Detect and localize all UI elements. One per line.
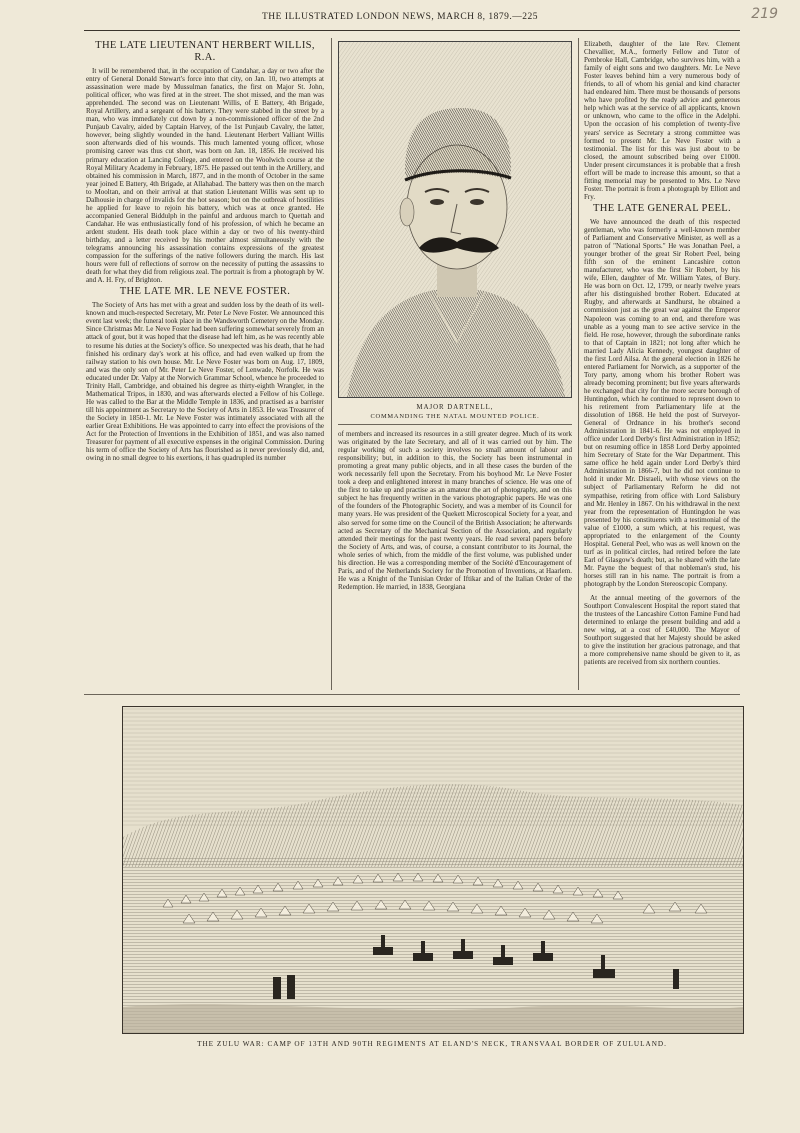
left-column — [86, 40, 324, 686]
portrait-caption-name: MAJOR DARTNELL, — [416, 404, 494, 411]
header-rule — [84, 30, 740, 31]
foster-heading: THE LATE MR. LE NEVE FOSTER. — [119, 286, 291, 298]
southport-body: At the annual meeting of the governors of the Southport Convalescent Hospital the report stated that the trustees of the Lancashire Cotton Famine Fund had determined to enlarge the present building and add a new wing, at a cost of £40,000. The Mayor of Southport suggested that her Majesty should be asked to give the institution her gracious patronage, and that a more comprehensive name should be given to it, as patients are received from six northern counties. — [584, 594, 740, 667]
engraving-caption: THE ZULU WAR: CAMP OF 13TH AND 90TH REGIMENTS AT ELAND'S NECK, TRANSVAAL BORDER OF ZULULAND. — [197, 1040, 667, 1048]
foster-body-col3: Elizabeth, daughter of the late Rev. Clement Chevallier, M.A., formerly Fellow and Tutor of Pembroke Hall, Cambridge, who survives him, with a family of eight sons and two daughters. Mr. Le Neve Foster leaves behind him a very numerous body of friends, to all of whom his genial and kind character had endeared him. There must be thousands of persons who have profited by the ready advice and generous help which was at the service of all applicants, known or unknown, who came to the office in the Adelphi. Upon the occasion of his completion of twenty-five years' service as Secretary a strong committee was formed to present Mr. Le Neve Foster with a testimonial. The list for this was just about to be closed, the amount subscribed being over £1000. Under present circumstances it is probable that a fresh effort will be made to increase this amount, so that a fitting memorial may be presented to Mrs. Le Neve Foster. The portrait is from a photograph by Elliott and Fry. — [584, 40, 740, 201]
right-column — [584, 40, 740, 686]
handwritten-page-number: 219 — [751, 6, 778, 22]
engraving-top-rule — [84, 694, 740, 695]
willis-body: It will be remembered that, in the occupation of Candahar, a day or two after the entry of General Donald Stewart's force into that city, on Jan. 10, two attempts at assassination were made by Mussulman fanatics, the first on Major St. John, political officer, who was fired at in the street. The shot missed, and the man was apprehended. The second was on Lieutenant Willis, of E Battery, 4th Brigade, Royal Artillery, and a sergeant of his battery. They were stabbed in the street by a man, who was immediately cut down by a non-commissioned officer of the 2nd Punjaub Cavalry, aided by Captain Harvey, of the 1st Punjaub Cavalry, the latter, however, being slightly wounded in the hand. Lieutenant Herbert Valliant Willis soon afterwards died of his wounds. This much lamented young officer, whose promising career was thus cut short, was born on Jan. 18, 1856. He received his primary education at Lancing College, and entered on the Woolwich course at the Royal Military Academy in February, 1875. He passed out tenth in the Artillery, and obtained his commission in March, 1877, and in the month of October in the same year joined E Battery, 4th Brigade, at Allahabad. The battery was then on the march to Mooltan, and on their arrival at that station Lieutenant Willis was sent up to Dalhousie in charge of invalids for the hot season; but on the outbreak of hostilities he applied for leave to rejoin his battery, which was at once granted. He accompanied General Biddulph in the painful and arduous march to Quettah and Candahar. He was enthusiastically fond of his profession, of which he became an ardent student. His death took place within a day or two of his twenty-third birthday, and a letter received by his mother almost simultaneously with the telegrams announcing his assassination contains expressions of the greatest compassion for the sufferings of the native followers during the march. His last hours were full of reflections of sorrow on the necessity of putting the assassins to death for what they did from religious zeal. The portrait is from a photograph by W. and A. H. Fry, of Brighton. — [86, 67, 324, 285]
portrait-engraving — [338, 41, 572, 398]
willis-heading: THE LATE LIEUTENANT HERBERT WILLIS, R.A. — [95, 40, 315, 63]
portrait-bottom-rule — [338, 424, 572, 425]
portrait-caption-role: COMMANDING THE NATAL MOUNTED POLICE. — [370, 413, 540, 420]
running-head: THE ILLUSTRATED LONDON NEWS, MARCH 8, 1879.—225 — [261, 12, 539, 22]
column-rule-2 — [578, 38, 579, 690]
foster-body-col2: of members and increased its resources in a still greater degree. Much of its work was originated by the late Secretary, and all of it was carried out by him. The regular working of such a society involves no small amount of labour and responsibility; but, in addition to this, the Society has been instrumental in promoting a great many public objects, and in all these cases the burden of the work necessarily fell upon the Secretary. From his boyhood Mr. Le Neve Foster took a deep and enlightened interest in many branches of science. He was one of the first to take up and practise as an amateur the art of photography, and on this subject he has frequently written in the various photographic papers. He was one of the founders of the Photographic Society, and was a member of its Council for many years. He was president of the Quekett Microscopical Society for a year, and also served for some time on the Council of the British Association; he afterwards acted as Secretary of the Mechanical Section of the Association, and regularly attended their meetings for the past twenty years. He read several papers before the Society of Arts, and was, of course, a constant contributor to its Journal, the whole series of which, from the middle of the first volume, was published under his direction. He was a corresponding member of the Société d'Encouragement of Paris, and of the Netherlands Society for the Promotion of Inventions, at Haarlem. He was a Knight of the Tunisian Order of Iftikar and of the Italian Order of the Redemption. He married, in 1838, Georgiana — [338, 430, 572, 591]
camp-illustration — [123, 707, 743, 1033]
middle-column — [338, 430, 572, 686]
column-rule-1 — [331, 38, 332, 690]
camp-engraving — [122, 706, 744, 1034]
peel-heading: THE LATE GENERAL PEEL. — [592, 202, 732, 214]
peel-body: We have announced the death of this respected gentleman, who was formerly a well-known member of Parliament and Conservative Minister, as well as a patron of "National Sports." He was Jonathan Peel, a younger brother of the great Sir Robert Peel, being fifth son of the eminent Lancashire cotton manufacturer, who was the first Sir Robert, by his wife, Ellen, daughter of Mr. William Yates, of Bury. He was born on Oct. 12, 1799, or nearly twelve years after his distinguished brother Robert. Educated at Rugby, and afterwards at Sandhurst, he obtained a commission just as the great war against the Emperor Napoleon was coming to an end, and therefore was unable as a young man to see active service in the field. He rose, however, through the subordinate ranks to that of Captain in 1821; not long after which he married Lady Alicia Kennedy, youngest daughter of the first Lord Ailsa. At the general election in 1826 he entered Parliament for Norwich, as a supporter of the Tory party, among whom his brother Robert was already becoming prominent; but five years afterwards he exchanged that city for the more secure borough of Huntingdon, which he continued to represent down to his retirement from Parliamentary life at the dissolution of 1868. He held the post of Surveyor-General of Ordnance in his brother's second Administration in 1841-6. He was not employed in office under Lord Derby's first Administration in 1852; but on resuming office in 1858 Lord Derby appointed him Secretary of State for the War Department. This same office he held again under Lord Derby's third Administration in 1866-7, but he did not continue to hold it under Mr. Disraeli, with whose views on the subject of Parliamentary Reform he did not sympathise, retiring from office with Lord Salisbury and Mr. Henley in 1867. On his withdrawal in the next year from the representation of Huntingdon he was presented by his constituents with a testimonial of the value of £1000, a sum which, at his request, was appropriated to the enlargement of the County Hospital. General Peel, who was as well known on the turf as in political circles, had retired before the late Earl of Glasgow's death; but, as he shared with the late Mr. Payne the bequest of that nobleman's stud, his horses still ran in his name. The portrait is from a photograph by the London Stereoscopic Company. — [584, 217, 740, 589]
foster-body-col1: The Society of Arts has met with a great and sudden loss by the death of its well-known and much-respected Secretary, Mr. Peter Le Neve Foster. We announced this event last week; the funeral took place in the Wandsworth Cemetery on the Monday. Since Christmas Mr. Le Neve Foster had been suffering somewhat severely from an attack of gout, but it was hoped that the disease had left him, as he was recently able to resume his duties at the Society's office. So unexpected was his death, that he had finished his ordinary day's work at his office, and had even walked up from the railway station to his own house. Mr. Le Neve Foster was born on Aug. 17, 1809, and was the only son of Mr. Peter Le Neve Foster, of Lenwade, Norfolk. He was educated under Dr. Valpy at the Norwich Grammar School, whence he proceeded to Trinity Hall, Cambridge, and obtained his degree as thirty-eighth Wrangler, in the Mathematical Tripos, in 1830, and was afterwards elected a Fellow of his College. He was called to the Bar at the Middle Temple in 1836, and practised as a barrister till his appointment as Secretary to the Society of Arts in 1853. He was Treasurer of the Society in 1850-1. Mr. Le Neve Foster was intimately associated with all the earlier Great Exhibitions. He was appointed to carry into effect the provisions of the Act for the Protection of Inventions in the Exhibition of 1851, and was also named Treasurer for payment of all executive expenses in the original Commission. During his term of office the Society of Arts has flourished as it never previously did, and, owing in no small degree to his exertions, it has quadrupled its number — [86, 301, 324, 463]
portrait-illustration — [339, 42, 571, 397]
